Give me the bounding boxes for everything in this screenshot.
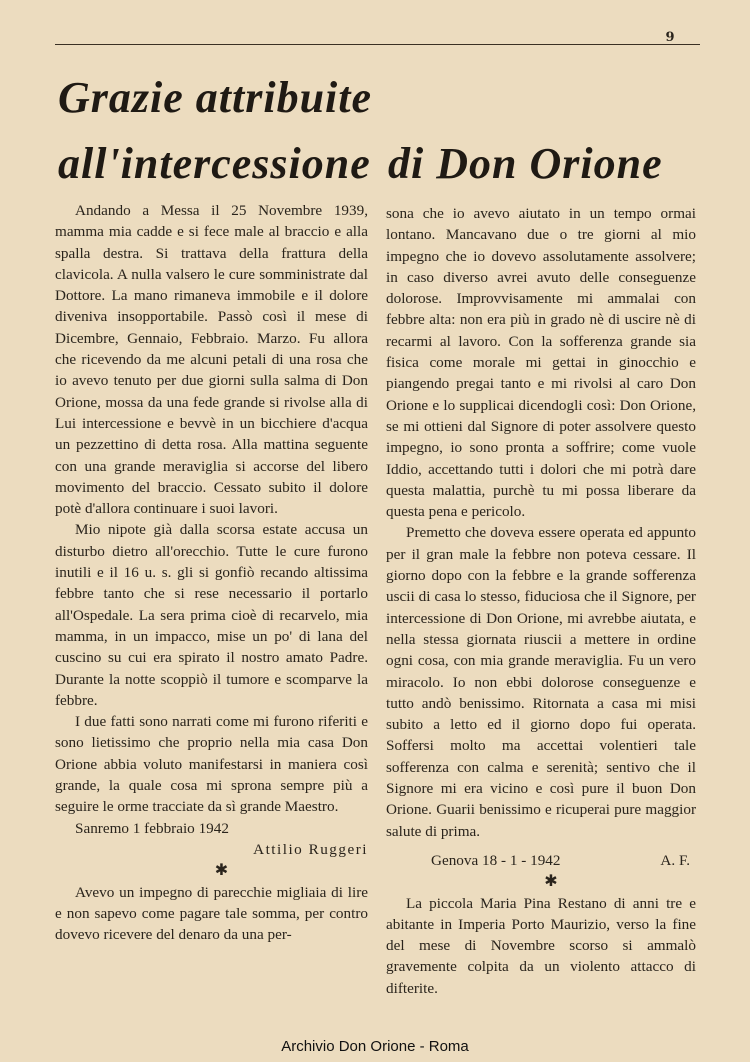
archive-footer: Archivio Don Orione - Roma	[281, 1038, 469, 1055]
right-column	[386, 203, 696, 999]
paragraph: sona che io avevo aiutato in un tempo ormai lontano. Mancavano due o tre giorni al mio impegno che io dovevo assolutamente assolvere; in caso diverso avrei avuto delle conseguenze dolorose. Improvvisamente mi ammalai con febbre alta: non era più in grado nè di uscire nè di recarmi al lavoro. Con la sofferenza grande sia fisica come morale mi gettai in ginocchio e piangendo pregai tanto e mi rivolsi al caro Don Orione e lo supplicai dicendogli così: Don Orione, se mi ottieni dal Signore di poter assolvere questo impegno, io sono pronta a soffrire; come vuole Iddio, accettando tutti i dolori che mi potrà dare questa malattia, purchè tu mi possa liberare da questa pena e pericolo.	[386, 205, 696, 521]
testimony-signoff	[386, 850, 696, 871]
paragraph: La piccola Maria Pina Restano di anni tre e abitante in Imperia Porto Maurizio, verso la fine del mese di Novembre scorso si ammalò gravemente colpita da un violento attacco di difterite.	[386, 894, 696, 997]
section-separator: ✱	[544, 873, 558, 891]
paragraph: Avevo un impegno di parecchie migliaia di lire e non sapevo come pagare tale somma, per contro dovevo ricevere del denaro da una per-	[55, 883, 368, 944]
paragraph: I due fatti sono narrati come mi furono riferiti e sono lietissimo che proprio nella mia casa Don Orione abbia voluto manifestarsi in maniera così grande, la quale cosa mi sprona sempre più a seguire le orme tracciate da sì grande Maestro.	[55, 713, 368, 816]
letter-date: Sanremo 1 febbraio 1942	[75, 819, 229, 837]
paragraph: Andando a Messa il 25 Novembre 1939, mamma mia cadde e si fece male al braccio e alla spalla destra. Si trattava della frattura della clavicola. A nulla valsero le cure somministrate dal Dottore. La mano rimaneva immobile e il dolore diveniva insopportabile. Passò così il mese di Dicembre, Gennaio, Febbraio. Marzo. Fu allora che ricevendo da me alcuni petali di una rosa che io avevo tenuto per due giorni sulla salma di Don Orione, mossa da una fede grande si rivolse alla di Lui intercessione e bevvè in un bicchiere d'acqua un pezzettino di detta rosa. Alla mattina seguente con una grande meraviglia si accorse del libero movimento del braccio. Cessato subito il dolore potè d'allora continuare i suoi lavori.	[55, 202, 368, 518]
title-line-2: all'intercessione	[58, 139, 371, 188]
section-separator: ✱	[214, 862, 229, 880]
left-column	[55, 200, 368, 945]
author-initials: A. F.	[660, 851, 690, 869]
paragraph: Mio nipote già dalla scorsa estate accusa un disturbo dietro all'orecchio. Tutte le cure furono inutili e il 16 u. s. gli si gonfiò recando altissima febbre tanto che si rese necessario il portarlo all'Ospedale. La sera prima cioè di recarvelo, mia mamma, in un impacco, mise un po' di lana del cuscino su cui era spirato il nostro amato Padre. Durante la notte scoppiò il tumore e scomparve la febbre.	[55, 521, 368, 709]
paragraph: Premetto che doveva essere operata ed appunto per il gran male la febbre non poteva cessare. Il giorno dopo con la febbre e la grande sofferenza uscii di casa lo stesso, fiduciosa che il Signore, per intercessione di Don Orione, mi avrebbe aiutata, e nella stessa giornata riuscii a mettere in ordine ogni cosa, con mia grande meraviglia. Fu un vero miracolo. Io non ebbi dolorose conseguenze e tutto andò benissimo. Ritornata a casa mi misi subito a letto ed il giorno dopo fui operata. Soffersi molto ma accettai volentieri tale sofferenza con calma e serenità; sentivo che il Signore mi era vicino e così pure il buon Don Orione. Guarii benissimo e ricuperai pure maggior salute di prima.	[386, 524, 696, 840]
page-number: 9	[665, 30, 675, 45]
signature: Attilio Ruggeri	[253, 840, 368, 858]
title-line-1: Grazie attribuite	[58, 73, 373, 122]
letter-date: Genova 18 - 1 - 1942	[431, 851, 561, 869]
title-line-3: di Don Orione	[388, 139, 663, 188]
header-rule	[55, 44, 700, 45]
